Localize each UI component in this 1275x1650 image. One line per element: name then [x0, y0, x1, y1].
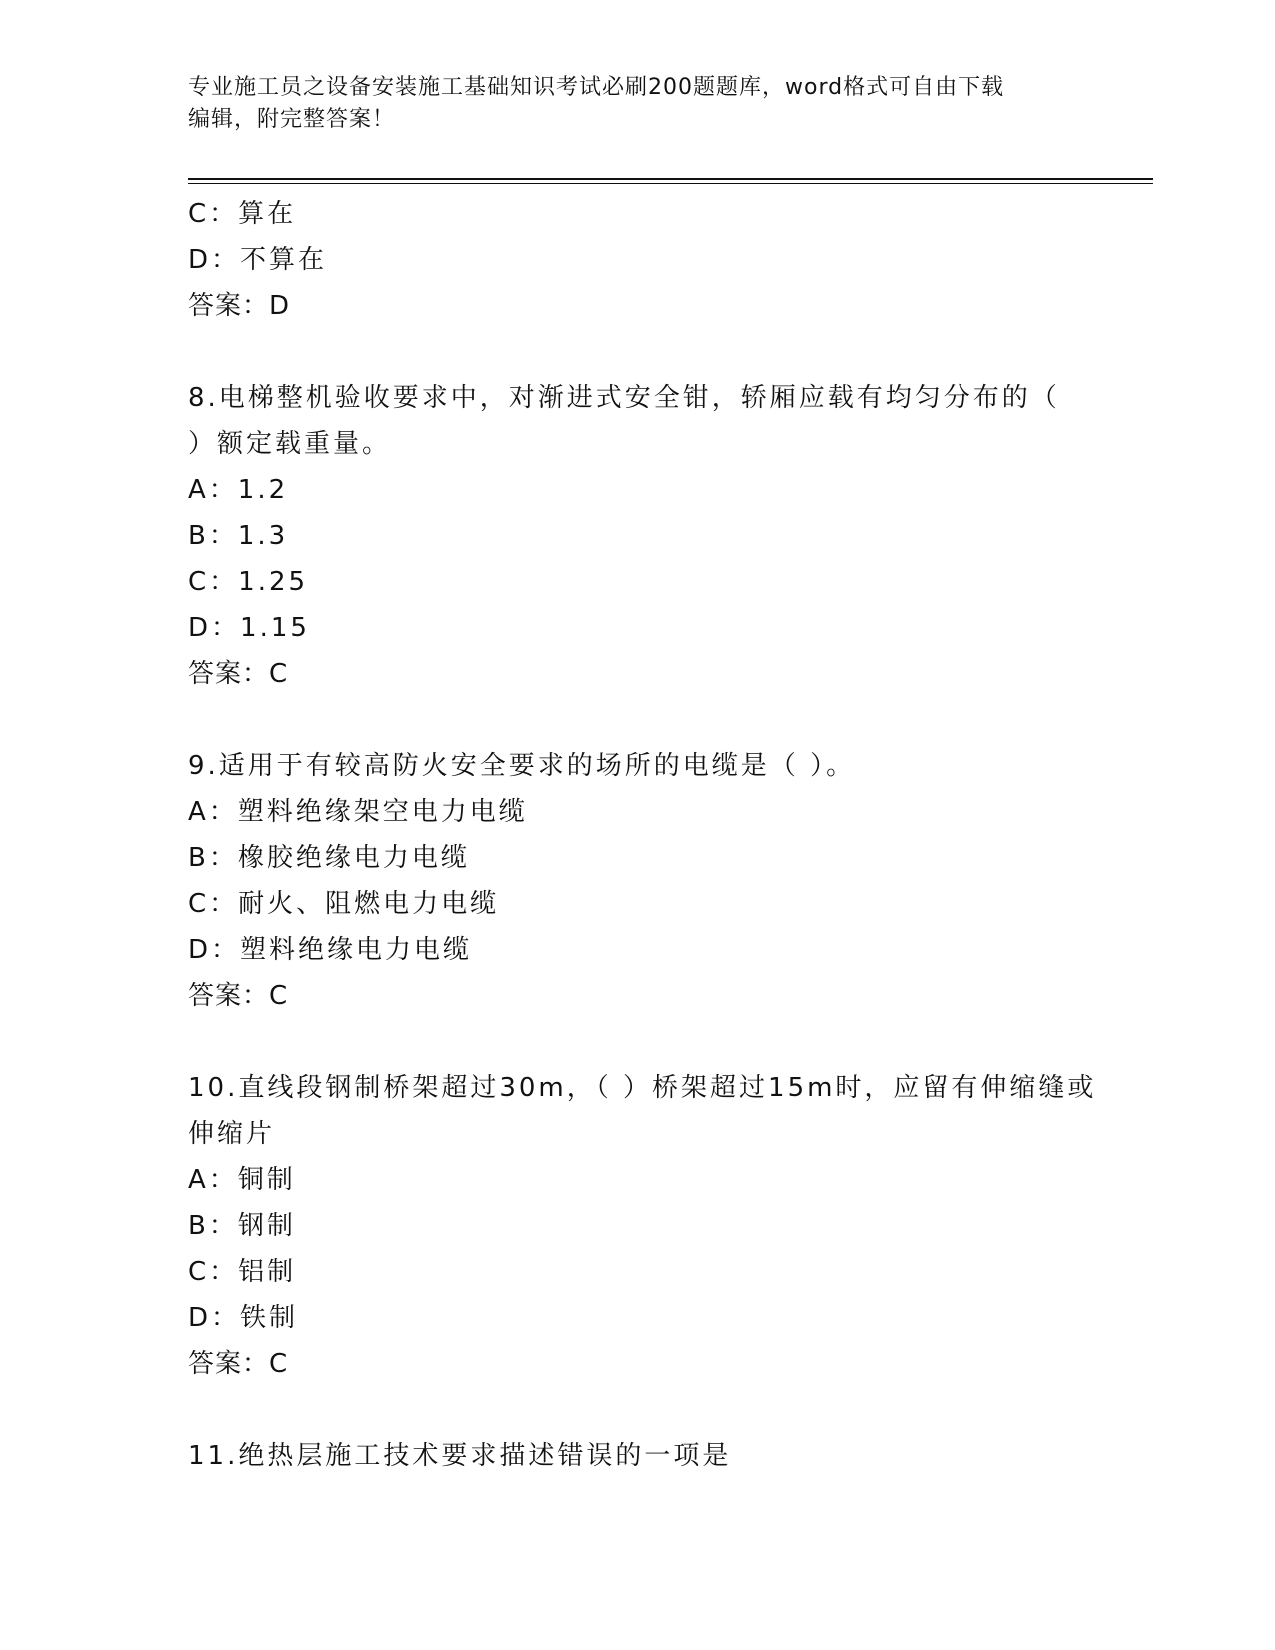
option-c: C：算在 [188, 199, 297, 229]
question-8 [188, 375, 1088, 697]
header-title-line2: 编辑，附完整答案！ [188, 107, 396, 132]
option-c: C：耐火、阻燃电力电缆 [188, 889, 500, 919]
document-header [188, 72, 1088, 136]
option-a: A：铜制 [188, 1165, 296, 1195]
question-11 [188, 1433, 1088, 1479]
option-d: D：铁制 [188, 1303, 299, 1333]
question-list [188, 191, 1097, 1479]
option-d: D：不算在 [188, 245, 328, 275]
spacer [188, 697, 1088, 743]
header-rule-thick [188, 178, 1153, 180]
question-stem: 9.适用于有较高防火安全要求的场所的电缆是（ ）。 [188, 751, 856, 781]
question-stem-line1: 8.电梯整机验收要求中，对渐进式安全钳，轿厢应载有均匀分布的（ [188, 383, 1060, 413]
option-b: B：钢制 [188, 1211, 296, 1241]
answer-line: 答案：C [188, 981, 289, 1011]
option-b: B：1.3 [188, 521, 289, 551]
question-9 [188, 743, 1088, 1019]
option-a: A：塑料绝缘架空电力电缆 [188, 797, 528, 827]
question-stem: 11.绝热层施工技术要求描述错误的一项是 [188, 1441, 732, 1471]
answer-line: 答案：C [188, 1349, 289, 1379]
spacer [188, 329, 1088, 375]
option-c: C：铝制 [188, 1257, 297, 1287]
answer-line: 答案：D [188, 291, 291, 321]
option-a: A：1.2 [188, 475, 289, 505]
option-c: C：1.25 [188, 567, 309, 597]
spacer [188, 1019, 1088, 1065]
question-stem-line2: ）额定载重量。 [188, 429, 392, 459]
header-rule-thin [188, 183, 1153, 184]
header-title-line1: 专业施工员之设备安装施工基础知识考试必刷200题题库，word格式可自由下载 [188, 75, 1005, 100]
question-stem-line1: 10.直线段钢制桥架超过30m，（ ）桥架超过15m时，应留有伸缩缝或 [188, 1073, 1097, 1103]
question-10 [188, 1065, 1097, 1387]
option-b: B：橡胶绝缘电力电缆 [188, 843, 470, 873]
question-7 [188, 191, 1088, 329]
answer-line: 答案：C [188, 659, 289, 689]
spacer [188, 1387, 1088, 1433]
option-d: D：1.15 [188, 613, 310, 643]
option-d: D：塑料绝缘电力电缆 [188, 935, 473, 965]
question-stem-line2: 伸缩片 [188, 1119, 276, 1149]
